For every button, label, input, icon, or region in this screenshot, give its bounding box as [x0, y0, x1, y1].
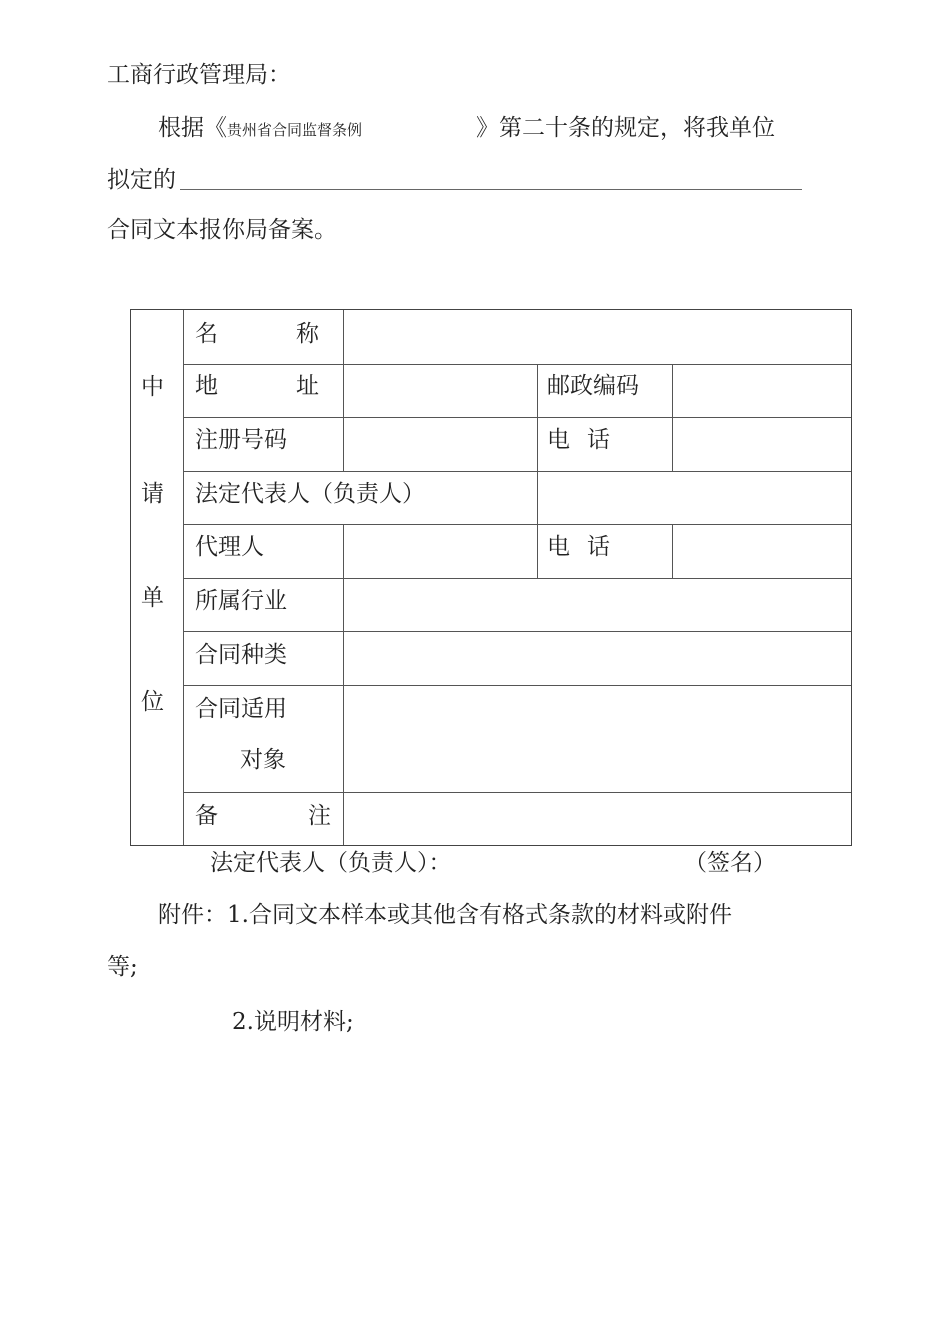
grid-line [183, 685, 851, 686]
address-label-part: 址 [296, 373, 319, 399]
attachment-item-1-continued: 等; [107, 954, 138, 980]
grid-line [183, 417, 851, 418]
paragraph-start: 根据《 [158, 115, 227, 141]
phone-label-part: 话 [587, 427, 610, 453]
registration-number-label: 注册号码 [195, 427, 287, 453]
legal-representative-label: 法定代表人（负责人） [195, 481, 425, 507]
agent-phone-label-part: 话 [587, 534, 610, 560]
address-label-part: 地 [195, 373, 218, 399]
grid-line [183, 792, 851, 793]
grid-line [183, 631, 851, 632]
side-label-char: 请 [141, 481, 164, 507]
side-label-char: 位 [141, 689, 164, 715]
grid-line [183, 524, 851, 525]
paragraph-line-1 [158, 113, 362, 145]
paragraph-line-2: 拟定的 [107, 167, 176, 193]
recipient-line: 工商行政管理局： [107, 62, 291, 88]
contract-type-label: 合同种类 [195, 642, 287, 668]
attachment-item-1: 附件：1.合同文本样本或其他含有格式条款的材料或附件 [158, 902, 732, 928]
name-label-part: 称 [296, 321, 319, 347]
industry-label: 所属行业 [195, 588, 287, 614]
attachment-item-2: 2.说明材料; [232, 1009, 354, 1035]
phone-label-part: 电 [547, 427, 570, 453]
paragraph-line-3: 合同文本报你局备案。 [107, 217, 337, 243]
applicable-object-label-line2: 对象 [240, 747, 286, 773]
agent-label: 代理人 [195, 534, 264, 560]
name-label-part: 名 [195, 321, 218, 347]
applicable-object-label-line1: 合同适用 [195, 696, 287, 722]
contract-name-blank [180, 189, 802, 190]
remarks-label-part: 注 [308, 803, 331, 829]
signature-label: 法定代表人（负责人）： [210, 850, 452, 876]
grid-line [672, 524, 673, 578]
side-label-char: 单 [141, 585, 164, 611]
agent-phone-label-part: 电 [547, 534, 570, 560]
grid-line [183, 364, 851, 365]
signature-mark: （签名） [684, 850, 776, 876]
grid-line [183, 471, 851, 472]
postal-code-label: 邮政编码 [547, 373, 639, 399]
remarks-label-part: 备 [195, 803, 218, 829]
grid-line [343, 310, 344, 471]
paragraph-end: 》第二十条的规定，将我单位 [476, 115, 775, 141]
grid-line [183, 578, 851, 579]
regulation-name: 贵州省合同监督条例 [227, 121, 363, 139]
application-table [130, 309, 852, 846]
side-label-char: 中 [141, 374, 164, 400]
